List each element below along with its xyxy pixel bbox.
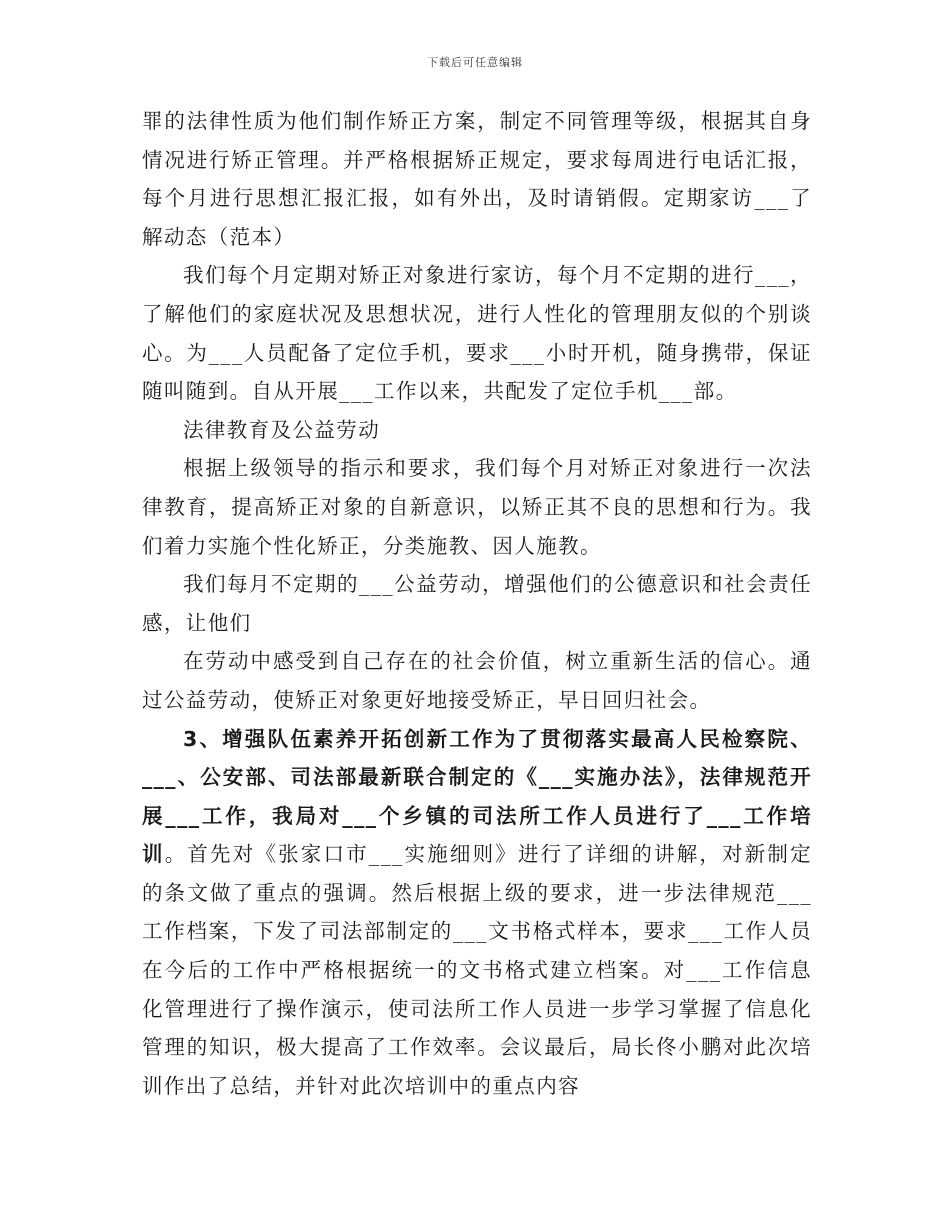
paragraph-legal-education: 根据上级领导的指示和要求，我们每个月对矫正对象进行一次法律教育，提高矫正对象的自新意识，以矫正其不良的思想和行为。我们着力实施个性化矫正，分类施教、因人施教。 bbox=[142, 456, 812, 558]
paragraph-social-value: 在劳动中感受到自己存在的社会价值，树立重新生活的信心。通过公益劳动，使矫正对象更好地接受矫正，早日回归社会。 bbox=[142, 649, 812, 712]
document-body bbox=[142, 102, 812, 1105]
team-training-heading: 3、增强队伍素养开拓创新工作为了贯彻落实最高人民检察院、___、公安部、司法部最新联合制定的《___实施办法》，法律规范开展___工作，我局对___个乡镇的司法所工作人员进行了___工作培训 bbox=[142, 726, 812, 867]
paragraph-public-labor: 我们每月不定期的___公益劳动，增强他们的公德意识和社会责任感，让他们 bbox=[142, 572, 812, 635]
paragraph-team-training bbox=[142, 720, 812, 1106]
team-training-text: 。首先对《张家口市___实施细则》进行了详细的讲解，对新制定的条文做了重点的强调。然后根据上级的要求，进一步法律规范___工作档案，下发了司法部制定的___文书格式样本，要求___工作人员在今后的工作中严格根据统一的文书格式建立档案。对___工作信息化管理进行了操作演示，使司法所工作人员进一步学习掌握了信息化管理的知识，极大提高了工作效率。会议最后，局长佟小鹏对此次培训作出了总结，并针对此次培训中的重点内容 bbox=[142, 842, 812, 1098]
paragraph-home-visit: 我们每个月定期对矫正对象进行家访，每个月不定期的进行___，了解他们的家庭状况及思想状况，进行人性化的管理朋友似的个别谈心。为___人员配备了定位手机，要求___小时开机，随身携带，保证随叫随到。自从开展___工作以来，共配发了定位手机___部。 bbox=[142, 263, 812, 404]
download-note: 下载后可任意编辑 bbox=[427, 56, 523, 69]
section-heading-legal-education: 法律教育及公益劳动 bbox=[183, 417, 381, 442]
paragraph-continuation: 罪的法律性质为他们制作矫正方案，制定不同管理等级，根据其自身情况进行矫正管理。并严格根据矫正规定，要求每周进行电话汇报，每个月进行思想汇报汇报，如有外出，及时请销假。定期家访___了解动态（范本） bbox=[142, 109, 812, 249]
